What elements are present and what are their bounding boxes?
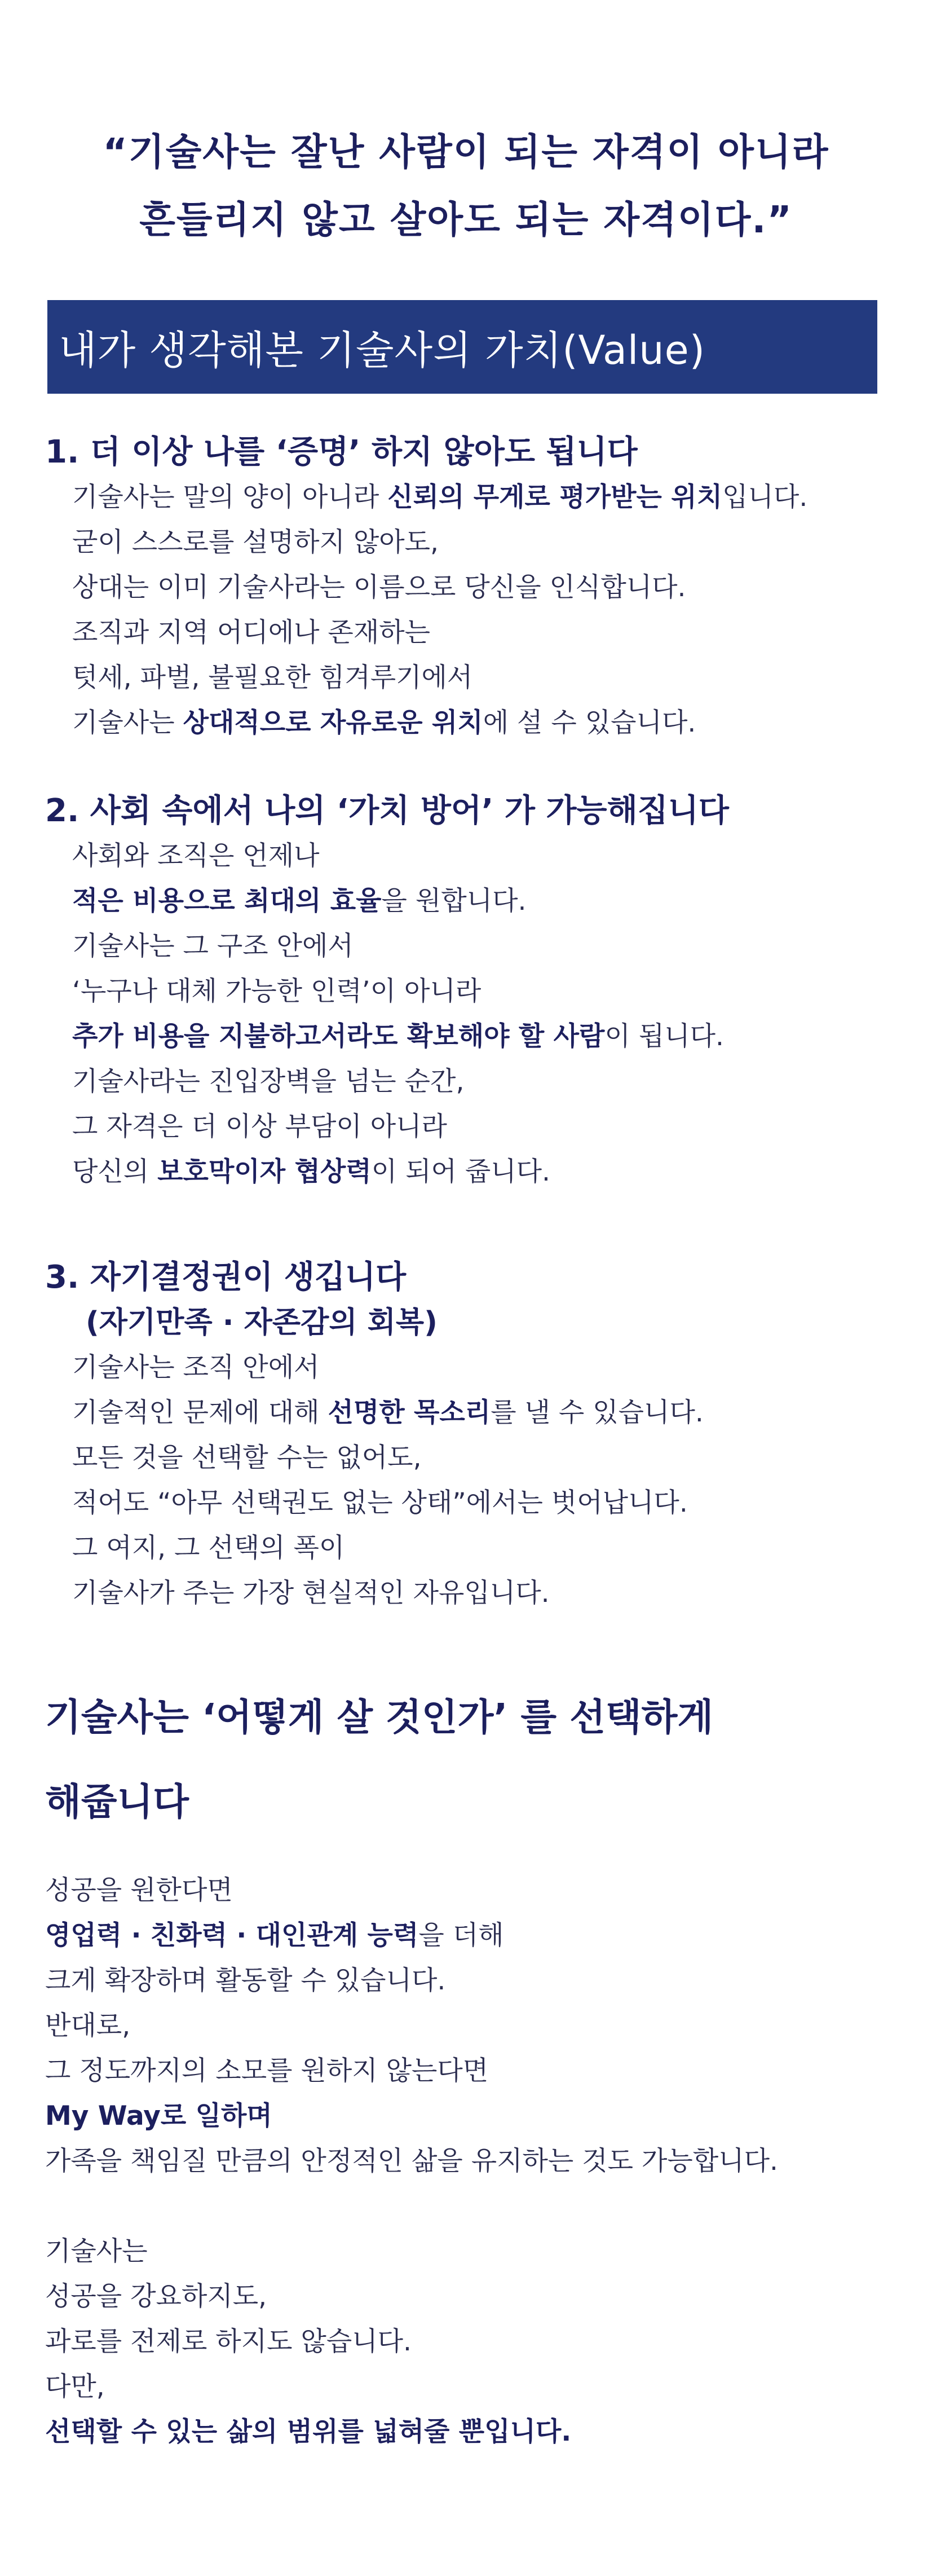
section-1-title: 1. 더 이상 나를 ‘증명’ 하지 않아도 됩니다 xyxy=(45,434,638,470)
body-text: 기술사는 xyxy=(45,2236,148,2267)
body-text: 다만, xyxy=(45,2371,105,2402)
body-text: 이 되어 줍니다. xyxy=(371,1156,550,1187)
text-line xyxy=(45,1958,902,2003)
text-line xyxy=(45,2319,902,2364)
section-3-title: 3. 자기결정권이 생깁니다 xyxy=(45,1259,407,1296)
section-3-body xyxy=(45,1345,891,1616)
closing-title xyxy=(45,1675,891,1844)
body-text: 를 낼 수 있습니다. xyxy=(491,1397,704,1428)
text-line xyxy=(72,1390,891,1435)
body-text: 그 여지, 그 선택의 폭이 xyxy=(72,1533,345,1564)
closing-title-line-2: 해줍니다 xyxy=(45,1780,189,1824)
body-text: 모든 것을 선택할 수는 없어도, xyxy=(72,1442,422,1473)
body-text: 과로를 전제로 하지도 않습니다. xyxy=(45,2326,412,2357)
body-text: 굳이 스스로를 설명하지 않아도, xyxy=(72,527,439,558)
body-text: 을 더해 xyxy=(418,1920,504,1951)
text-line xyxy=(72,1526,891,1571)
body-text: 가족을 책임질 만큼의 안정적인 삶을 유지하는 것도 가능합니다. xyxy=(45,2146,778,2177)
emphasis-text: 신뢰의 무게로 평가받는 위치 xyxy=(387,482,723,513)
text-line xyxy=(45,1913,902,1958)
emphasis-text: My Way로 일하며 xyxy=(45,2101,272,2132)
text-line xyxy=(72,1150,891,1195)
text-line xyxy=(72,1059,891,1104)
closing-title-line-1: 기술사는 ‘어떻게 살 것인가’ 를 선택하게 xyxy=(45,1696,714,1739)
emphasis-text: 영업력 · 친화력 · 대인관계 능력 xyxy=(45,1920,419,1951)
section-1-body xyxy=(45,475,891,746)
body-text: 입니다. xyxy=(722,482,808,513)
body-text: 에 설 수 있습니다. xyxy=(483,707,696,738)
text-line xyxy=(72,834,891,879)
body-text: 텃세, 파벌, 불필요한 힘겨루기에서 xyxy=(72,662,473,693)
text-line xyxy=(72,879,891,924)
text-line xyxy=(72,565,891,610)
text-line xyxy=(45,2049,902,2094)
text-line xyxy=(72,520,891,565)
quote-line-2: 흔들리지 않고 살아도 되는 자격이다.” xyxy=(139,198,793,241)
text-line xyxy=(72,1345,891,1390)
text-line xyxy=(72,924,891,969)
text-line xyxy=(45,2094,902,2139)
emphasis-text: 적은 비용으로 최대의 효율 xyxy=(72,886,382,917)
body-text: 을 원합니다. xyxy=(381,886,527,917)
body-text: ‘누구나 대체 가능한 인력’이 아니라 xyxy=(72,976,482,1007)
emphasis-text: 추가 비용을 지불하고서라도 확보해야 할 사람 xyxy=(72,1021,605,1052)
banner-title: 내가 생각해본 기술사의 가치(Value) xyxy=(59,327,706,373)
text-line xyxy=(45,1868,902,1913)
body-text: 조직과 지역 어디에나 존재하는 xyxy=(72,617,431,648)
body-text: 그 정도까지의 소모를 원하지 않는다면 xyxy=(45,2055,489,2086)
text-line xyxy=(72,1435,891,1481)
text-line xyxy=(72,475,891,520)
text-line xyxy=(72,1104,891,1150)
emphasis-text: 보호막이자 협상력 xyxy=(157,1156,372,1187)
body-text: 크게 확장하며 활동할 수 있습니다. xyxy=(45,1965,446,1996)
body-text: 기술사가 주는 가장 현실적인 자유입니다. xyxy=(72,1578,550,1609)
body-text: 사회와 조직은 언제나 xyxy=(72,840,320,871)
emphasis-text: 선택할 수 있는 삶의 범위를 넓혀줄 뿐입니다. xyxy=(45,2416,572,2447)
text-line xyxy=(45,2274,902,2319)
text-line xyxy=(72,701,891,746)
text-line xyxy=(72,969,891,1014)
section-1 xyxy=(45,430,891,746)
section-2 xyxy=(45,789,891,1195)
section-2-title: 2. 사회 속에서 나의 ‘가치 방어’ 가 가능해집니다 xyxy=(45,792,729,829)
body-text: 기술적인 문제에 대해 xyxy=(72,1397,328,1428)
text-line xyxy=(45,2003,902,2049)
text-line xyxy=(45,2139,902,2184)
text-line xyxy=(72,1481,891,1526)
body-text: 반대로, xyxy=(45,2010,131,2041)
body-text: 기술사는 그 구조 안에서 xyxy=(72,931,354,962)
body-text: 성공을 강요하지도, xyxy=(45,2281,267,2312)
body-text: 상대는 이미 기술사라는 이름으로 당신을 인식합니다. xyxy=(72,572,686,603)
section-3-subtitle: (자기만족 · 자존감의 회복) xyxy=(86,1306,438,1340)
text-line xyxy=(45,2364,902,2410)
body-text: 이 됩니다. xyxy=(604,1021,724,1052)
text-line xyxy=(72,1014,891,1059)
emphasis-text: 상대적으로 자유로운 위치 xyxy=(183,707,483,738)
body-text: 기술사라는 진입장벽을 넘는 순간, xyxy=(72,1066,465,1097)
text-line xyxy=(45,2184,902,2229)
section-2-body xyxy=(45,834,891,1195)
text-line xyxy=(45,2410,902,2455)
body-text: 기술사는 xyxy=(72,707,183,738)
body-text: 기술사는 조직 안에서 xyxy=(72,1352,320,1383)
body-text: 당신의 xyxy=(72,1156,158,1187)
section-banner xyxy=(47,300,877,394)
quote-line-1: “기술사는 잘난 사람이 되는 자격이 아니라 xyxy=(103,130,829,174)
body-text: 그 자격은 더 이상 부담이 아니라 xyxy=(72,1111,447,1142)
text-line xyxy=(45,2229,902,2274)
headline-quote xyxy=(34,118,898,254)
section-3 xyxy=(45,1255,891,1616)
text-line xyxy=(72,610,891,655)
text-line xyxy=(72,655,891,701)
body-text: 적어도 “아무 선택권도 없는 상태”에서는 벗어납니다. xyxy=(72,1487,688,1518)
text-line xyxy=(72,1571,891,1616)
emphasis-text: 선명한 목소리 xyxy=(328,1397,491,1428)
body-text: 기술사는 말의 양이 아니라 xyxy=(72,482,388,513)
body-text: 성공을 원한다면 xyxy=(45,1875,233,1906)
closing-body xyxy=(45,1868,902,2455)
